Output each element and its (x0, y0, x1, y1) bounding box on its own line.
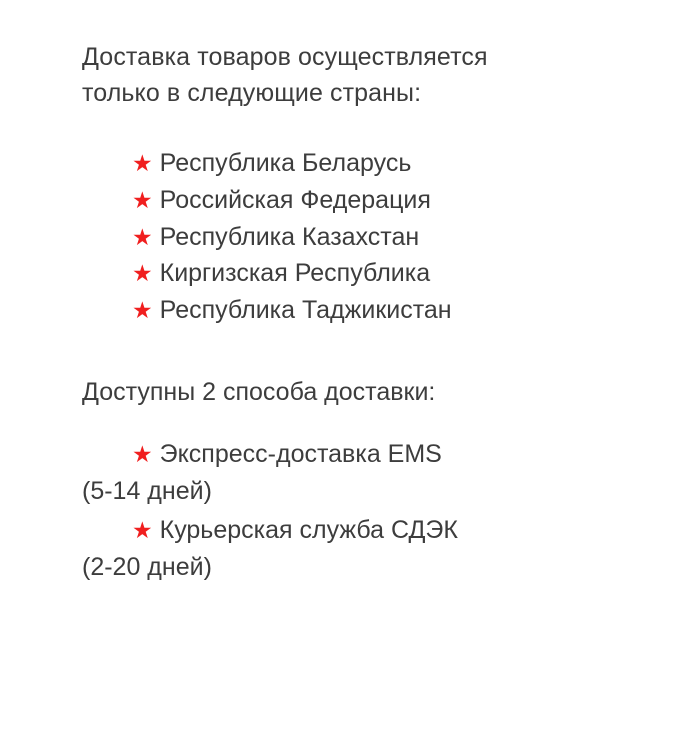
country-label: Российская Федерация (159, 185, 431, 214)
list-item (82, 436, 613, 510)
list-item (132, 182, 613, 219)
list-item (132, 292, 613, 329)
delivery-methods-list (82, 436, 613, 585)
methods-heading: Доступны 2 способа доставки: (82, 377, 436, 406)
star-icon: ★ (132, 260, 153, 287)
country-label: Киргизская Республика (159, 259, 431, 288)
country-list (82, 145, 613, 329)
country-label: Республика Беларусь (159, 149, 412, 177)
list-item (82, 512, 613, 586)
star-icon: ★ (132, 297, 153, 323)
list-item (132, 145, 613, 182)
list-item (132, 219, 613, 256)
star-icon: ★ (132, 150, 153, 176)
star-icon: ★ (132, 441, 153, 468)
list-item (132, 255, 613, 292)
method-duration: (2-20 дней) (82, 552, 212, 581)
star-icon: ★ (132, 516, 153, 543)
star-icon: ★ (132, 223, 153, 250)
method-label: Курьерская служба СДЭК (159, 515, 458, 544)
country-label: Республика Таджикистан (159, 296, 452, 324)
method-label: Экспресс-доставка EMS (159, 440, 442, 469)
intro-paragraph: Доставка товаров осуществляется только в следующие страны: (82, 43, 488, 107)
method-duration: (5-14 дней) (82, 477, 212, 505)
star-icon: ★ (132, 186, 153, 213)
country-label: Республика Казахстан (159, 222, 420, 251)
